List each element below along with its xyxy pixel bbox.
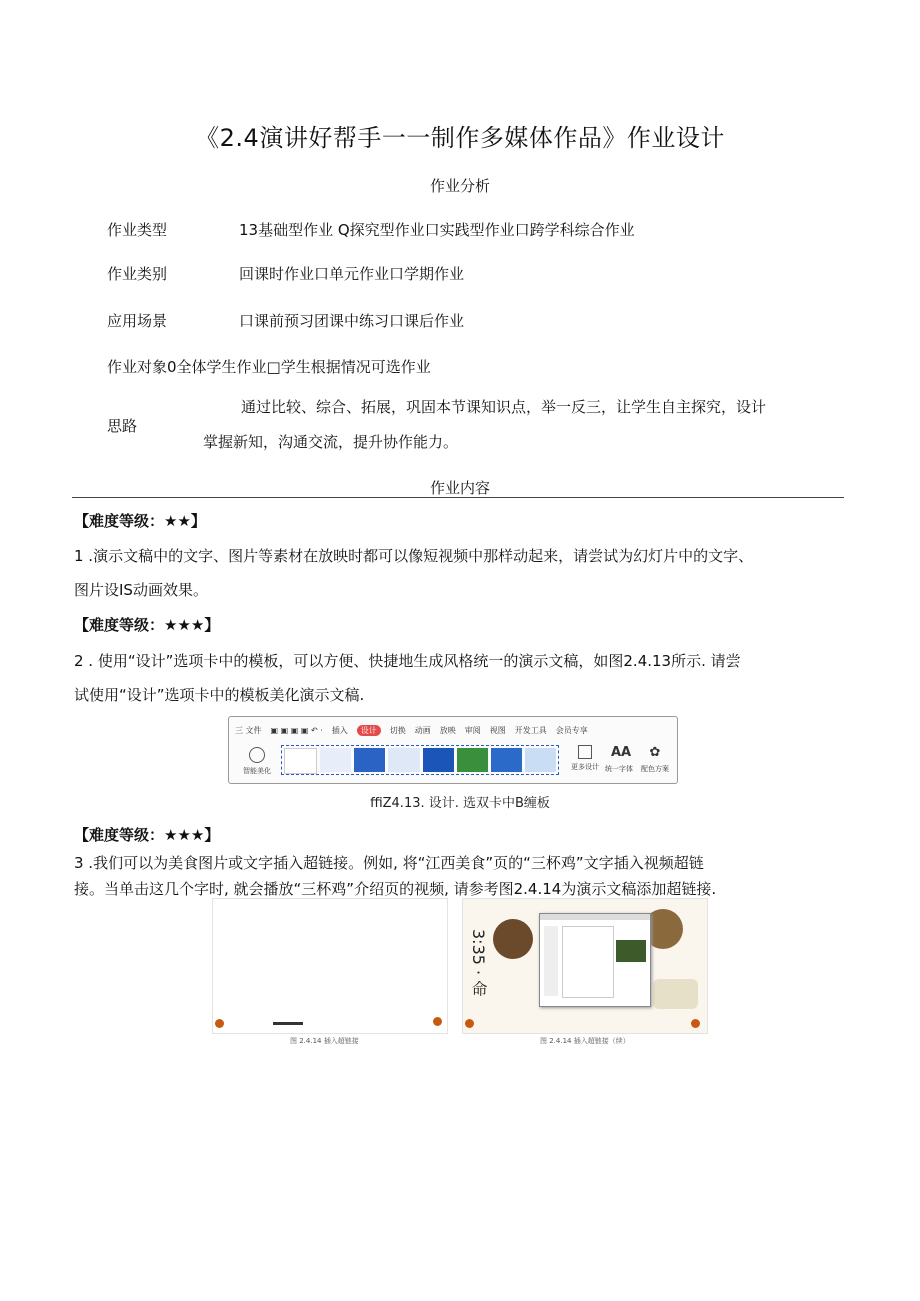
template-thumb [457, 748, 488, 772]
row-label-scenario: 应用场景 [107, 312, 168, 330]
slide-dot [433, 1017, 442, 1026]
grid-icon [578, 745, 592, 759]
difficulty-prefix: 【难度等级： [74, 512, 165, 530]
difficulty-prefix: 【难度等级： [74, 616, 165, 634]
ribbon-tabs [235, 725, 588, 736]
template-gallery [281, 745, 559, 775]
content-heading: 作业内容 [429, 479, 490, 497]
template-thumb [423, 748, 454, 772]
row-label-type: 作业类型 [107, 221, 168, 239]
target-line: 作业对象0全体学生作业□学生根据情况可选作业 [107, 358, 431, 376]
food-image [493, 919, 533, 959]
tab-transition: 切换 [389, 726, 406, 735]
template-thumb [284, 748, 317, 774]
beautify-icon [249, 747, 265, 763]
color-scheme-button [635, 745, 675, 774]
difficulty-1 [74, 510, 206, 531]
thinking-line-2: 掌握新知，沟通交流，提升协作能力。 [203, 433, 459, 451]
figure-1-caption: ffiZ4.13. 设计. 选双卡中B缠板 [370, 796, 550, 811]
more-designs-label: 更多设计 [571, 763, 599, 771]
slide-dot [465, 1019, 474, 1028]
color-scheme-label: 配色方案 [641, 765, 669, 773]
task-1-line-1: 1 .演示文稿中的文字、图片等素材在放映时都可以像短视频中那样动起来，请尝试为幻灯片中的文字、 [74, 547, 754, 565]
task-3-line-1: 3 .我们可以为美食图片或文字插入超链接。例如, 将“江西美食”页的“三杯鸡”文字插入视频超链 [74, 854, 704, 872]
thinking-line-1: 通过比较、综合、拓展，巩固本节课知识点，举一反三，让学生自主探究，设计 [241, 398, 767, 416]
template-thumb [320, 748, 351, 772]
task-3-line-2: 接。当单击这几个字时, 就会播放“三杯鸡”介绍页的视频, 请参考图2.4.14为演示文稿添加超链接. [74, 880, 717, 898]
difficulty-stars: ★★ [164, 512, 191, 530]
row-value-scenario: 口课前预习团课中练习口课后作业 [239, 312, 465, 330]
tab-insert: 插入 [331, 726, 348, 735]
difficulty-3 [74, 824, 219, 845]
palette-icon: ✿ [649, 745, 661, 760]
difficulty-suffix: 】 [204, 826, 220, 844]
difficulty-stars: ★★★ [164, 826, 205, 844]
task-2-line-2: 试使用“设计”选项卡中的模板美化演示文稿. [74, 686, 365, 704]
template-thumb [388, 748, 419, 772]
figure-2-right-caption: 图 2.4.14 插入超链接（续） [540, 1037, 630, 1045]
document-title: 《2.4演讲好帮手一一制作多媒体作品》作业设计 [195, 124, 725, 152]
tab-slideshow: 放映 [439, 726, 456, 735]
template-thumb [354, 748, 385, 772]
difficulty-2 [74, 614, 219, 635]
slide-dot [215, 1019, 224, 1028]
tab-design: 设计 [357, 725, 381, 736]
dialog-sidebar [544, 926, 558, 996]
row-value-category: 回课时作业口单元作业口学期作业 [239, 265, 465, 283]
tab-view: 视图 [489, 726, 506, 735]
font-icon: AA [611, 745, 632, 760]
figure-2-left-slide [212, 898, 448, 1034]
dialog-file-list [562, 926, 614, 998]
smart-beautify-label: 智能美化 [243, 767, 271, 775]
task-1-line-2: 图片设IS动画效果。 [74, 581, 208, 599]
quick-access-icons: ▣ ▣ ▣ ▣ ↶ · [270, 726, 323, 735]
tab-member: 会员专享 [555, 726, 588, 735]
dialog-preview [616, 940, 646, 962]
template-thumb [491, 748, 522, 772]
difficulty-suffix: 】 [190, 512, 206, 530]
unify-font-button [599, 745, 639, 774]
food-image [653, 979, 698, 1009]
tab-review: 审阅 [464, 726, 481, 735]
design-ribbon-figure [228, 716, 678, 784]
dialog-titlebar [540, 914, 650, 920]
difficulty-prefix: 【难度等级： [74, 826, 165, 844]
hyperlink-dialog [539, 913, 651, 1007]
difficulty-suffix: 】 [204, 616, 220, 634]
tab-developer: 开发工具 [514, 726, 547, 735]
figure-2-right-slide [462, 898, 708, 1034]
analysis-heading: 作业分析 [429, 177, 490, 195]
overlay-time-text: 3:35 · 命 [469, 929, 488, 997]
link-text-mark [273, 1022, 303, 1025]
smart-beautify-button [237, 747, 277, 776]
thinking-label: 思路 [107, 417, 138, 435]
row-label-category: 作业类别 [107, 265, 168, 283]
row-value-type: 13基础型作业 Q探究型作业口实践型作业口跨学科综合作业 [239, 221, 635, 239]
difficulty-stars: ★★★ [164, 616, 205, 634]
tab-animation: 动画 [414, 726, 431, 735]
template-thumb [525, 748, 556, 772]
unify-font-label: 统一字体 [605, 765, 633, 773]
slide-dot [691, 1019, 700, 1028]
figure-2-left-caption: 图 2.4.14 插入超链接 [290, 1037, 359, 1045]
task-2-line-1: 2 . 使用“设计”选项卡中的模板，可以方便、快捷地生成风格统一的演示文稿，如图2.4.13所示. 请尝 [74, 652, 741, 670]
tab-file: 三 文件 [235, 726, 262, 735]
divider [72, 497, 844, 498]
